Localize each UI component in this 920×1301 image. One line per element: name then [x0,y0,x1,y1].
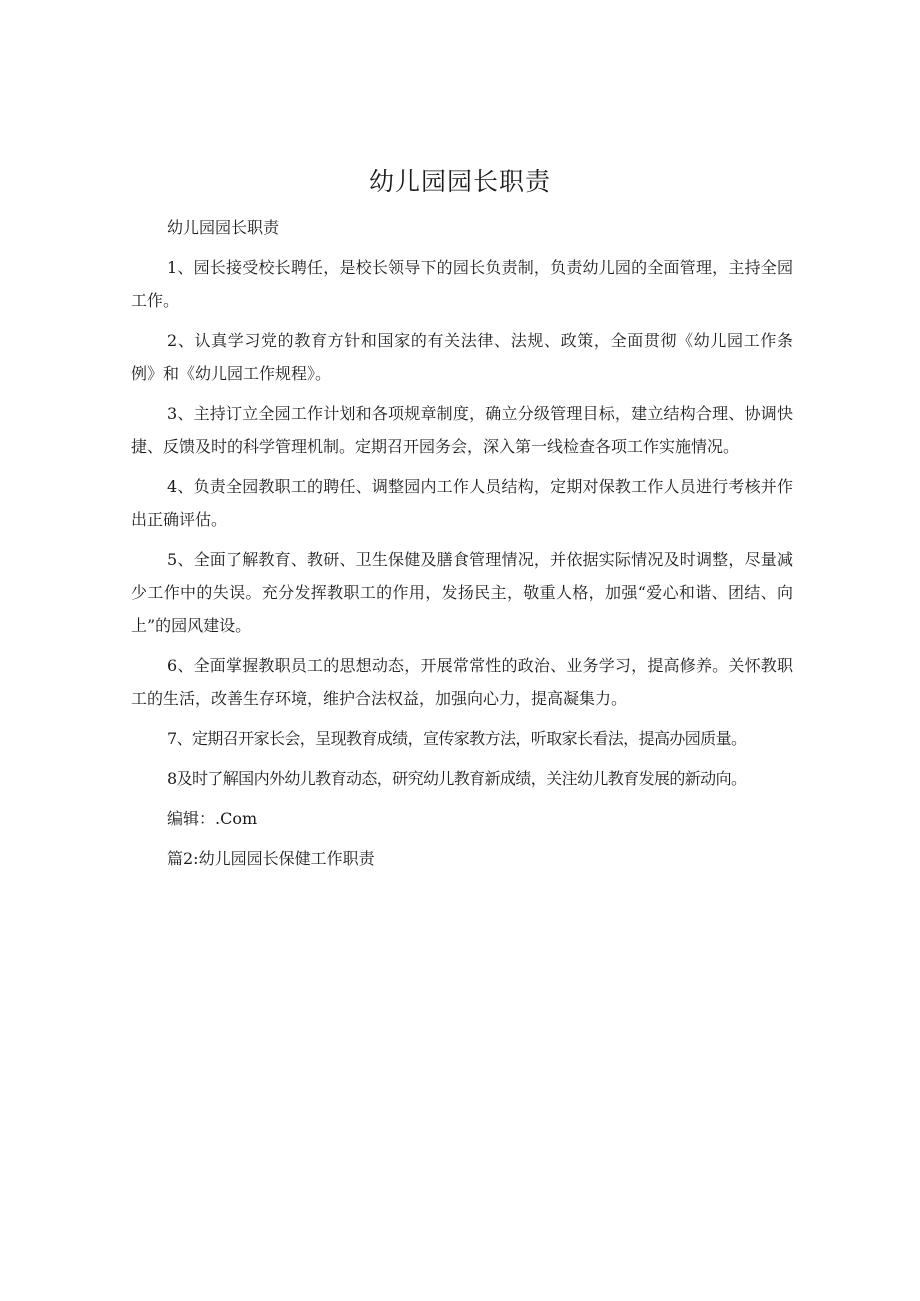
duty-paragraph-8: 8及时了解国内外幼儿教育动态，研究幼儿教育新成绩，关注幼儿教育发展的新动向。 [167,769,747,788]
duty-paragraph-2: 2、认真学习党的教育方针和国家的有关法律、法规、政策，全面贯彻《幼儿园工作条例》和《幼儿园工作规程》。 [131,331,793,383]
duty-paragraph-4: 4、负责全园教职工的聘任、调整园内工作人员结构，定期对保教工作人员进行考核并作出正确评估。 [131,477,793,529]
next-article-heading: 篇2:幼儿园园长保健工作职责 [167,849,375,868]
editor-note: 编辑：.Com [167,809,258,828]
document-body [131,211,793,882]
duty-paragraph-5: 5、全面了解教育、教研、卫生保健及膳食管理情况，并依据实际情况及时调整，尽量减少工作中的失误。充分发挥教职工的作用，发扬民主，敬重人格，加强“爱心和谐、团结、向上”的园风建设。 [131,550,793,635]
document-title: 幼儿园园长职责 [368,167,551,196]
duty-paragraph-3: 3、主持订立全园工作计划和各项规章制度，确立分级管理目标，建立结构合理、协调快捷、反馈及时的科学管理机制。定期召开园务会，深入第一线检查各项工作实施情况。 [131,404,793,456]
subtitle-paragraph: 幼儿园园长职责 [167,218,280,237]
duty-paragraph-1: 1、园长接受校长聘任，是校长领导下的园长负责制，负责幼儿园的全面管理，主持全园工作。 [131,258,793,310]
duty-paragraph-6: 6、全面掌握教职员工的思想动态，开展常常性的政治、业务学习，提高修养。关怀教职工的生活，改善生存环境，维护合法权益，加强向心力，提高凝集力。 [131,656,793,708]
duty-paragraph-7: 7、定期召开家长会，呈现教育成绩，宣传家教方法，听取家长看法，提高办园质量。 [167,729,747,748]
